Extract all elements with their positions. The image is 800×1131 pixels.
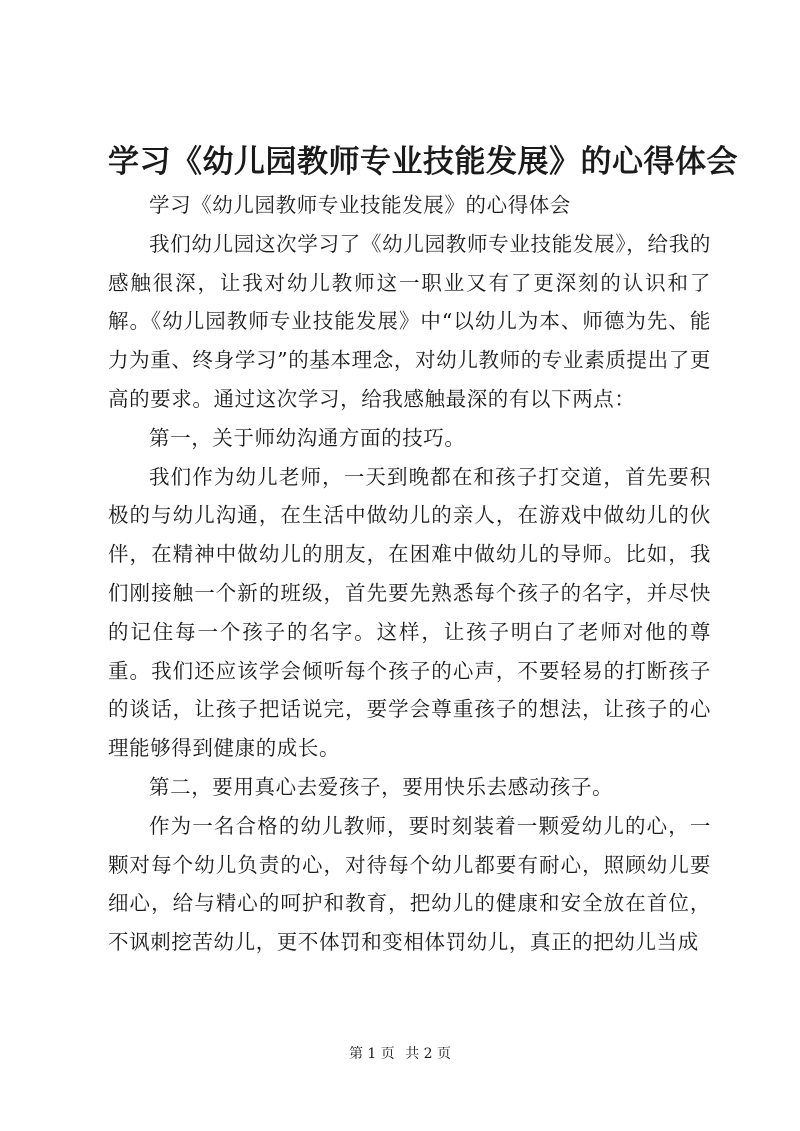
point-two-heading: 第二，要用真心去爱孩子，要用快乐去感动孩子。 — [149, 774, 614, 799]
subtitle-paragraph: 学习《幼儿园教师专业技能发展》的心得体会 — [149, 193, 571, 217]
page-number: 第 1 页 — [348, 1046, 395, 1062]
document-title: 学习《幼儿园教师专业技能发展》的心得体会 — [108, 144, 738, 180]
intro-paragraph: 我们幼儿园这次学习了《幼儿园教师专业技能发展》，给我的感触很深，让我对幼儿教师这一职业又有了更深刻的认识和了解。《幼儿园教师专业技能发展》中“以幼儿为本、师德为先、能力为重、终身学习”的基本理念，对幼儿教师的专业素质提出了更高的要求。通过这次学习，给我感触最深的有以下两点： — [108, 231, 711, 411]
page-total: 共 2 页 — [405, 1046, 452, 1062]
point-one-paragraph: 我们作为幼儿老师，一天到晚都在和孩子打交道，首先要积极的与幼儿沟通，在生活中做幼儿的亲人，在游戏中做幼儿的伙伴，在精神中做幼儿的朋友，在困难中做幼儿的导师。比如，我们刚接触一个新的班级，首先要先熟悉每个孩子的名字，并尽快的记住每一个孩子的名字。这样，让孩子明白了老师对他的尊重。我们还应该学会倾听每个孩子的心声，不要轻易的打断孩子的谈话，让孩子把话说完，要学会尊重孩子的想法，让孩子的心理能够得到健康的成长。 — [108, 464, 711, 761]
document-body — [108, 186, 711, 962]
page-footer — [0, 1044, 800, 1064]
point-two-paragraph: 作为一名合格的幼儿教师，要时刻装着一颗爱幼儿的心，一颗对每个幼儿负责的心，对待每个幼儿都要有耐心，照顾幼儿要细心，给与精心的呵护和教育，把幼儿的健康和安全放在首位，不讽刺挖苦幼儿，更不体罚和变相体罚幼儿，真正的把幼儿当成 — [108, 813, 711, 955]
point-one-heading: 第一，关于师幼沟通方面的技巧。 — [149, 425, 466, 450]
